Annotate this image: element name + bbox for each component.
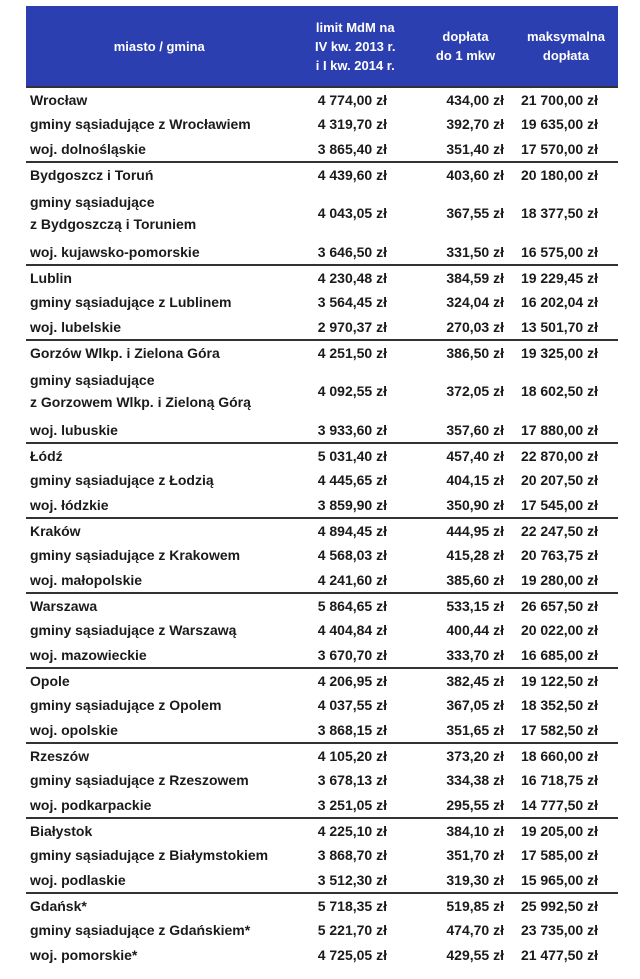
cell-city	[26, 567, 293, 593]
cell-max: 21 477,50 zł	[520, 946, 598, 963]
cell-per-m2: 372,05 zł	[446, 383, 504, 399]
cell-per-m2: 403,60 zł	[417, 162, 514, 187]
cell-city	[26, 693, 293, 717]
cell-max: 20 763,75 zł	[520, 547, 598, 563]
cell-per-m2: 384,10 zł	[417, 818, 514, 843]
cell-max: 17 880,00 zł	[520, 421, 598, 438]
table-row	[26, 518, 618, 543]
cell-max: 19 229,45 zł	[514, 265, 618, 290]
cell-max: 18 377,50 zł	[520, 205, 598, 221]
cell-max: 21 700,00 zł	[514, 87, 618, 112]
cell-limit: 3 512,30 zł	[317, 871, 387, 888]
cell-city	[26, 642, 293, 668]
header-limit-line: IV kw. 2013 r.	[315, 38, 396, 54]
cell-city-line: woj. małopolskie	[30, 571, 143, 588]
cell-city	[26, 543, 293, 567]
table-row	[26, 893, 618, 918]
cell-city-line: z Bydgoszczą i Toruniem	[30, 216, 197, 232]
cell-city-line: woj. lubuskie	[30, 421, 118, 438]
table-row	[26, 818, 618, 843]
cell-max: 26 657,50 zł	[514, 593, 618, 618]
table-header	[26, 6, 618, 87]
table-row	[26, 543, 618, 567]
cell-city-line: gminy sąsiadujące z Gdańskiem*	[30, 922, 251, 938]
cell-city-line: gminy sąsiadujące z Wrocławiem	[30, 116, 251, 132]
cell-city-line: Wrocław	[30, 92, 88, 108]
cell-per-m2: 367,55 zł	[446, 205, 504, 221]
table-row	[26, 340, 618, 365]
cell-city	[26, 239, 293, 265]
cell-city	[26, 768, 293, 792]
cell-city-line: Łódź	[30, 448, 63, 464]
cell-city-line: gminy sąsiadujące	[30, 194, 155, 210]
cell-per-m2: 351,70 zł	[446, 847, 504, 863]
cell-per-m2: 386,50 zł	[417, 340, 514, 365]
cell-limit: 5 718,35 zł	[293, 893, 417, 918]
cell-limit: 4 774,00 zł	[293, 87, 417, 112]
table-row	[26, 618, 618, 642]
table-row	[26, 593, 618, 618]
table-row	[26, 717, 618, 743]
cell-city-line: gminy sąsiadujące z Rzeszowem	[30, 772, 249, 788]
cell-city	[26, 593, 293, 618]
cell-limit: 4 037,55 zł	[317, 697, 387, 713]
cell-per-m2: 474,70 zł	[446, 922, 504, 938]
cell-city-line: Opole	[30, 673, 70, 689]
header-row	[26, 6, 618, 87]
cell-max: 19 635,00 zł	[520, 116, 598, 132]
cell-city	[26, 365, 293, 417]
cell-limit: 4 439,60 zł	[293, 162, 417, 187]
cell-limit: 3 670,70 zł	[317, 646, 387, 663]
cell-per-m2: 333,70 zł	[446, 646, 504, 663]
cell-city	[26, 492, 293, 518]
header-limit-line: i I kw. 2014 r.	[315, 57, 395, 73]
cell-limit: 3 865,40 zł	[317, 140, 387, 157]
table-row	[26, 492, 618, 518]
cell-max: 16 685,00 zł	[520, 646, 598, 663]
cell-city	[26, 417, 293, 443]
cell-max: 13 501,70 zł	[520, 318, 598, 335]
cell-limit: 4 404,84 zł	[317, 622, 387, 638]
cell-limit: 4 725,05 zł	[317, 946, 387, 963]
header-per-m2-line: dopłata	[442, 29, 489, 44]
cell-city	[26, 112, 293, 136]
cell-limit: 4 319,70 zł	[317, 116, 387, 132]
cell-max: 22 247,50 zł	[514, 518, 618, 543]
cell-city	[26, 893, 293, 918]
header-max	[514, 6, 618, 87]
cell-city-line: woj. dolnośląskie	[30, 140, 146, 157]
cell-per-m2: 382,45 zł	[417, 668, 514, 693]
cell-per-m2: 415,28 zł	[446, 547, 504, 563]
cell-city-line: gminy sąsiadujące z Łodzią	[30, 472, 214, 488]
cell-max: 16 718,75 zł	[520, 772, 598, 788]
cell-limit: 4 251,50 zł	[293, 340, 417, 365]
cell-city-line: gminy sąsiadujące z Warszawą	[30, 622, 237, 638]
cell-city	[26, 942, 293, 967]
cell-city	[26, 618, 293, 642]
cell-per-m2: 429,55 zł	[446, 946, 504, 963]
table-row	[26, 843, 618, 867]
cell-per-m2: 319,30 zł	[446, 871, 504, 888]
cell-max: 19 280,00 zł	[520, 571, 598, 588]
table-row	[26, 642, 618, 668]
cell-city	[26, 265, 293, 290]
cell-city	[26, 792, 293, 818]
cell-per-m2: 295,55 zł	[446, 796, 504, 813]
cell-max: 23 735,00 zł	[520, 922, 598, 938]
cell-city-line: Bydgoszcz i Toruń	[30, 167, 154, 183]
header-limit	[293, 6, 417, 87]
cell-limit: 3 868,15 zł	[317, 721, 387, 738]
table-row	[26, 768, 618, 792]
cell-per-m2: 350,90 zł	[446, 496, 504, 513]
table-row	[26, 443, 618, 468]
cell-per-m2: 334,38 zł	[446, 772, 504, 788]
table-row	[26, 112, 618, 136]
cell-limit: 4 092,55 zł	[317, 383, 387, 399]
cell-per-m2: 400,44 zł	[446, 622, 504, 638]
table-row	[26, 668, 618, 693]
cell-city	[26, 818, 293, 843]
table-row	[26, 867, 618, 893]
cell-per-m2: 444,95 zł	[417, 518, 514, 543]
cell-max: 17 570,00 zł	[520, 140, 598, 157]
cell-per-m2: 351,65 zł	[446, 721, 504, 738]
cell-city	[26, 668, 293, 693]
cell-city-line: Kraków	[30, 523, 81, 539]
cell-limit: 4 105,20 zł	[293, 743, 417, 768]
cell-max: 16 575,00 zł	[520, 243, 598, 260]
cell-max: 25 992,50 zł	[514, 893, 618, 918]
cell-city	[26, 518, 293, 543]
header-city: miasto / gmina	[26, 6, 293, 87]
table-row	[26, 265, 618, 290]
cell-limit: 5 864,65 zł	[293, 593, 417, 618]
cell-limit: 3 868,70 zł	[317, 847, 387, 863]
table-row	[26, 314, 618, 340]
cell-city-line: Białystok	[30, 823, 93, 839]
cell-city-line: Gdańsk*	[30, 898, 87, 914]
cell-max: 19 205,00 zł	[514, 818, 618, 843]
cell-per-m2: 392,70 zł	[446, 116, 504, 132]
cell-max: 18 602,50 zł	[520, 383, 598, 399]
cell-per-m2: 385,60 zł	[446, 571, 504, 588]
cell-max: 20 022,00 zł	[520, 622, 598, 638]
cell-max: 17 585,00 zł	[520, 847, 598, 863]
table-row	[26, 693, 618, 717]
cell-per-m2: 351,40 zł	[446, 140, 504, 157]
cell-city	[26, 743, 293, 768]
cell-city-line: z Gorzowem Wlkp. i Zieloną Górą	[30, 394, 251, 410]
cell-max: 15 965,00 zł	[520, 871, 598, 888]
cell-max: 19 122,50 zł	[514, 668, 618, 693]
cell-limit: 4 445,65 zł	[317, 472, 387, 488]
cell-limit: 3 678,13 zł	[317, 772, 387, 788]
cell-city	[26, 314, 293, 340]
table-row	[26, 239, 618, 265]
table-row	[26, 162, 618, 187]
header-max-line: maksymalna	[526, 29, 606, 44]
cell-per-m2: 367,05 zł	[446, 697, 504, 713]
cell-city	[26, 87, 293, 112]
table-row	[26, 87, 618, 112]
cell-max: 18 352,50 zł	[520, 697, 598, 713]
cell-per-m2: 331,50 zł	[446, 243, 504, 260]
cell-max: 17 582,50 zł	[520, 721, 598, 738]
table-body	[26, 87, 618, 967]
cell-city	[26, 867, 293, 893]
cell-per-m2: 270,03 zł	[446, 318, 504, 335]
cell-max: 20 207,50 zł	[520, 472, 598, 488]
table-row	[26, 417, 618, 443]
cell-per-m2: 457,40 zł	[417, 443, 514, 468]
cell-limit: 3 646,50 zł	[317, 243, 387, 260]
cell-city-line: woj. podkarpackie	[30, 796, 152, 813]
cell-city-line: gminy sąsiadujące z Białymstokiem	[30, 847, 269, 863]
cell-max: 14 777,50 zł	[520, 796, 598, 813]
cell-limit: 4 241,60 zł	[317, 571, 387, 588]
header-limit-line: limit MdM na	[315, 19, 395, 35]
cell-max: 20 180,00 zł	[514, 162, 618, 187]
table-row	[26, 792, 618, 818]
cell-city	[26, 717, 293, 743]
cell-city-line: Gorzów Wlkp. i Zielona Góra	[30, 345, 220, 361]
cell-limit: 3 933,60 zł	[317, 421, 387, 438]
cell-city	[26, 340, 293, 365]
header-per-m2-line: do 1 mkw	[435, 48, 496, 63]
cell-city-line: gminy sąsiadujące	[30, 372, 155, 388]
cell-limit: 5 031,40 zł	[293, 443, 417, 468]
table-row	[26, 365, 618, 417]
cell-max: 18 660,00 zł	[514, 743, 618, 768]
cell-city-line: woj. opolskie	[30, 721, 118, 738]
table-row	[26, 468, 618, 492]
cell-city	[26, 918, 293, 942]
cell-city-line: woj. podlaskie	[30, 871, 126, 888]
cell-limit: 4 568,03 zł	[317, 547, 387, 563]
cell-city-line: woj. łódzkie	[30, 496, 109, 513]
cell-limit: 4 230,48 zł	[293, 265, 417, 290]
cell-city-line: gminy sąsiadujące z Opolem	[30, 697, 222, 713]
cell-limit: 3 859,90 zł	[317, 496, 387, 513]
cell-per-m2: 519,85 zł	[417, 893, 514, 918]
cell-per-m2: 324,04 zł	[446, 294, 504, 310]
table-row	[26, 743, 618, 768]
cell-max: 17 545,00 zł	[520, 496, 598, 513]
cell-per-m2: 384,59 zł	[417, 265, 514, 290]
cell-limit: 4 225,10 zł	[293, 818, 417, 843]
cell-max: 16 202,04 zł	[520, 294, 598, 310]
table-row	[26, 567, 618, 593]
cell-per-m2: 434,00 zł	[417, 87, 514, 112]
header-max-line: dopłata	[542, 48, 590, 63]
cell-city-line: Rzeszów	[30, 748, 90, 764]
cell-city	[26, 468, 293, 492]
cell-limit: 5 221,70 zł	[317, 922, 387, 938]
cell-city-line: woj. mazowieckie	[30, 646, 147, 663]
cell-city-line: woj. kujawsko-pomorskie	[30, 243, 200, 260]
cell-city	[26, 843, 293, 867]
cell-city-line: gminy sąsiadujące z Lublinem	[30, 294, 232, 310]
cell-limit: 3 564,45 zł	[317, 294, 387, 310]
cell-per-m2: 404,15 zł	[446, 472, 504, 488]
cell-limit: 3 251,05 zł	[317, 796, 387, 813]
cell-city-line: Lublin	[30, 270, 72, 286]
cell-limit: 2 970,37 zł	[317, 318, 387, 335]
cell-per-m2: 373,20 zł	[417, 743, 514, 768]
table-row	[26, 290, 618, 314]
cell-city	[26, 187, 293, 239]
cell-city-line: Warszawa	[30, 598, 98, 614]
table-row	[26, 918, 618, 942]
cell-city	[26, 290, 293, 314]
cell-city-line: woj. lubelskie	[30, 318, 122, 335]
cell-limit: 4 894,45 zł	[293, 518, 417, 543]
cell-per-m2: 357,60 zł	[446, 421, 504, 438]
cell-city	[26, 162, 293, 187]
cell-max: 22 870,00 zł	[514, 443, 618, 468]
table-row	[26, 136, 618, 162]
cell-city-line: woj. pomorskie*	[30, 946, 138, 963]
header-per-m2	[417, 6, 514, 87]
cell-city	[26, 443, 293, 468]
cell-limit: 4 206,95 zł	[293, 668, 417, 693]
table-row	[26, 942, 618, 967]
cell-limit: 4 043,05 zł	[317, 205, 387, 221]
cell-city	[26, 136, 293, 162]
cell-per-m2: 533,15 zł	[417, 593, 514, 618]
mdm-subsidy-table	[26, 6, 618, 967]
cell-city-line: gminy sąsiadujące z Krakowem	[30, 547, 241, 563]
cell-max: 19 325,00 zł	[514, 340, 618, 365]
table-row	[26, 187, 618, 239]
